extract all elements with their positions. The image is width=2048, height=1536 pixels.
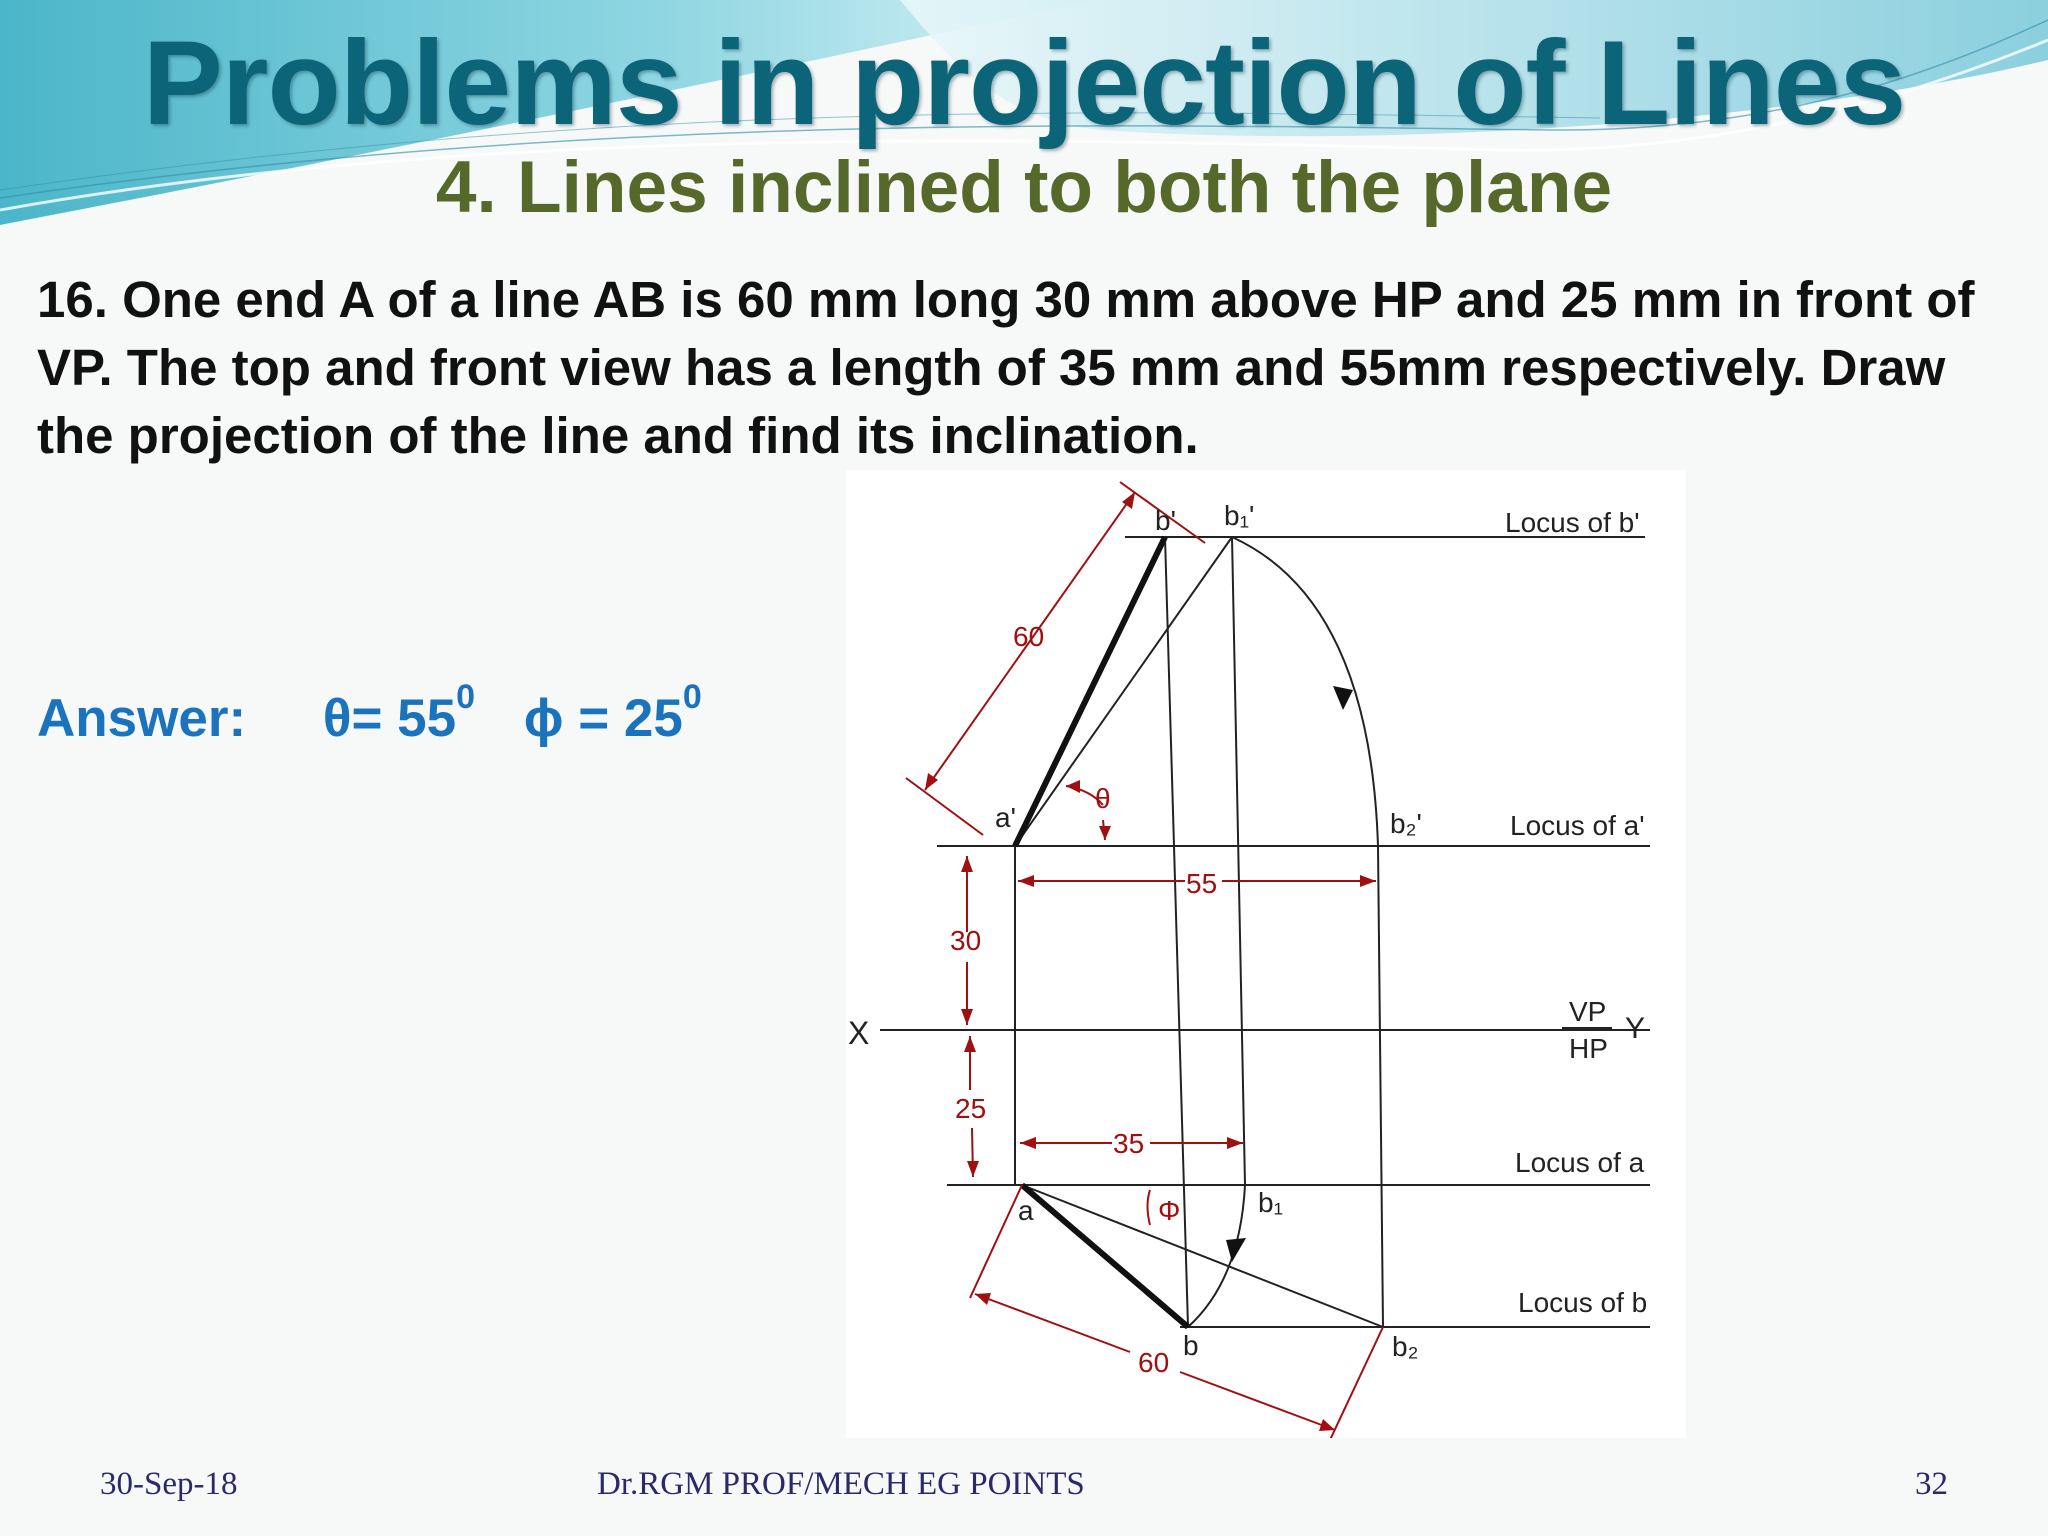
front-view-line: [1015, 537, 1165, 846]
answer-line: [37, 678, 702, 749]
label-locus-b: Locus of b: [1518, 1287, 1648, 1318]
dim-60-bottom-ext1: [970, 1185, 1022, 1298]
label-b1-prime: b₁': [1224, 500, 1255, 531]
label-b-prime: b': [1155, 505, 1176, 536]
vp-hp-divider: [1562, 1027, 1612, 1029]
label-x: X: [848, 1015, 870, 1051]
projection-drawing: [846, 470, 1686, 1438]
slide-title: Problems in projection of Lines: [142, 16, 1906, 150]
arc-arrow-top: [1333, 686, 1353, 710]
dimension-arrows: [925, 492, 1376, 1431]
label-y: Y: [1625, 1012, 1646, 1045]
footer-date: 30-Sep-18: [100, 1466, 238, 1502]
label-theta: θ: [1095, 783, 1111, 814]
label-b: b: [1183, 1330, 1199, 1361]
arc-arrow-bottom: [1226, 1238, 1246, 1262]
label-locus-a-prime: Locus of a': [1510, 810, 1645, 841]
answer-theta: $\theta= 55^0$: [322, 678, 476, 748]
answer-label: Answer:: [37, 689, 247, 748]
slide-subtitle: 4. Lines inclined to both the plane: [435, 147, 1613, 228]
label-a-prime: a': [995, 802, 1016, 833]
label-b2: b₂: [1392, 1331, 1419, 1362]
true-length-top: [1022, 1185, 1383, 1327]
label-locus-b-prime: Locus of b': [1505, 507, 1640, 538]
label-dim-55: 55: [1186, 868, 1218, 899]
dim-60-bottom-left: [975, 1294, 1130, 1352]
phi-arc: [1148, 1190, 1151, 1225]
label-b2-prime: b₂': [1390, 808, 1422, 839]
footer-page-number: 32: [1915, 1466, 1948, 1502]
answer-phi: $\phi = 25^0$: [523, 678, 702, 748]
dim-60-bottom-ext2: [1330, 1327, 1383, 1438]
label-b1: b₁: [1258, 1187, 1284, 1218]
label-locus-a: Locus of a: [1515, 1147, 1645, 1178]
label-a: a: [1018, 1195, 1034, 1226]
dim-60-top-ext1: [906, 778, 983, 835]
label-hp: HP: [1569, 1033, 1608, 1064]
b2-projector: [1378, 846, 1383, 1327]
label-vp: VP: [1569, 996, 1607, 1027]
dim-60-bottom-right: [1180, 1372, 1335, 1430]
label-dim-30: 30: [950, 925, 982, 956]
label-dim-35: 35: [1113, 1128, 1145, 1159]
footer-author: Dr.RGM PROF/MECH EG POINTS: [597, 1466, 1085, 1502]
label-dim-60-top: 60: [1013, 621, 1045, 652]
label-dim-60-bottom: 60: [1138, 1347, 1170, 1378]
arc-b1-prime-b2-prime: [1232, 537, 1378, 846]
arc-b1-b: [1188, 1185, 1245, 1327]
true-length-front: [1015, 537, 1232, 846]
label-dim-25: 25: [955, 1093, 987, 1124]
projection-svg: [846, 470, 1686, 1438]
label-phi: Φ: [1158, 1195, 1181, 1226]
b1-projector: [1232, 537, 1245, 1185]
figure-labels: [848, 500, 1647, 1378]
problem-statement: 16. One end A of a line AB is 60 mm long 30 mm above HP and 25 mm in front of VP. The top and front view has a length of 35 mm and 55mm respectively. Draw the projection of the line and find its inclination.: [37, 271, 1975, 464]
